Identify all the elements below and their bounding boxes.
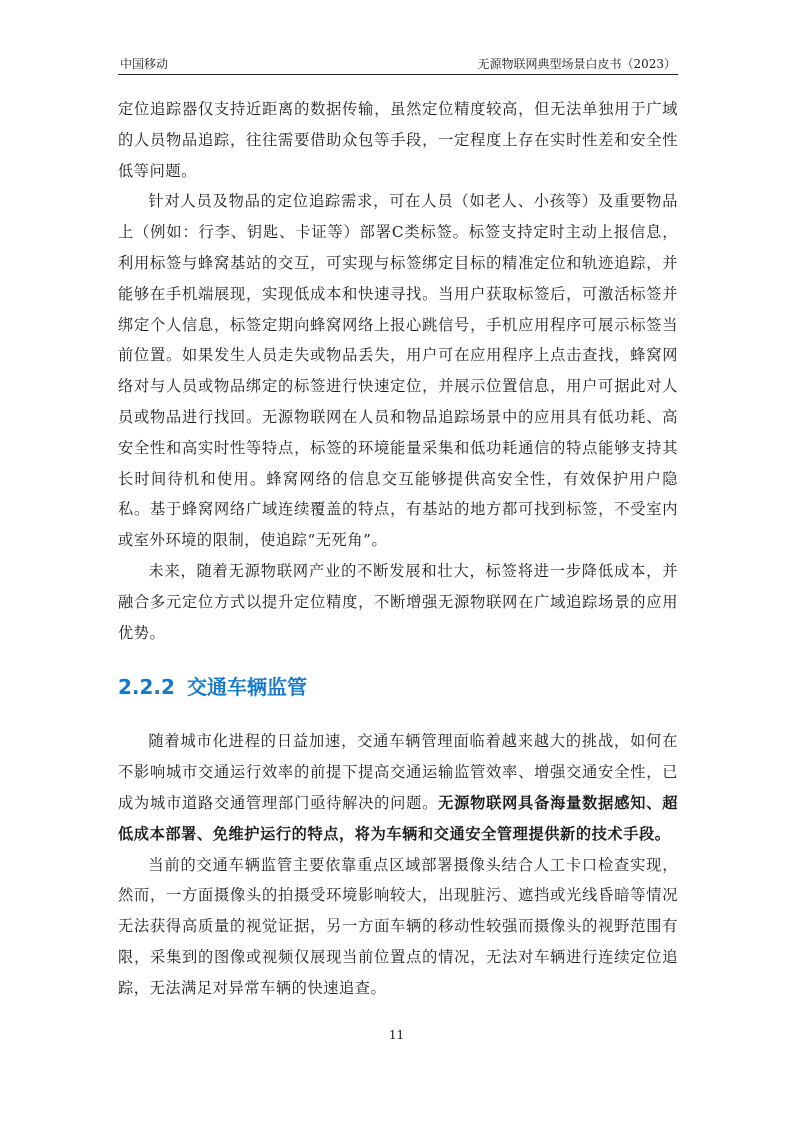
section-heading	[118, 668, 678, 706]
paragraph-traffic-intro-text: 随着城市化进程的日益加速，交通车辆管理面临着越来越大的挑战，如何在不影响城市交通运行效率的前提下提高交通运输监管效率、增强交通安全性，已成为城市道路交通管理部门亟待解决的问题。	[118, 732, 678, 812]
paragraph-traffic-intro-emphasis: 无源物联网具备海量数据感知、超低成本部署、免维护运行的特点，将为车辆和交通安全管理提供新的技术手段。	[118, 793, 678, 843]
header-org-name: 中国移动	[120, 57, 169, 71]
page-number: 11	[388, 1028, 405, 1042]
page-header	[118, 52, 678, 75]
paragraph-traffic-intro	[118, 726, 678, 849]
page-body	[118, 94, 678, 1004]
paragraph-continuation: 定位追踪器仅支持近距离的数据传输，虽然定位精度较高，但无法单独用于广域的人员物品追踪，往往需要借助众包等手段，一定程度上存在实时性差和安全性低等问题。	[118, 100, 678, 180]
paragraph-future-outlook: 未来，随着无源物联网产业的不断发展和壮大，标签将进一步降低成本，并融合多元定位方式以提升定位精度，不断增强无源物联网在广域追踪场景的应用优势。	[118, 561, 678, 642]
paragraph-tracking-solution: 针对人员及物品的定位追踪需求，可在人员（如老人、小孩等）及重要物品上（例如：行李、钥匙、卡证等）部署C类标签。标签支持定时主动上报信息，利用标签与蜂窝基站的交互，可实现与标签绑定目标的精准定位和轨迹追踪，并能够在手机端展现，实现低成本和快速寻找。当用户获取标签后，可激活标签并绑定个人信息，标签定期向蜂窝网络上报心跳信号，手机应用程序可展示标签当前位置。如果发生人员走失或物品丢失，用户可在应用程序上点击查找，蜂窝网络对与人员或物品绑定的标签进行快速定位，并展示位置信息，用户可据此对人员或物品进行找回。无源物联网在人员和物品追踪场景中的应用具有低功耗、高安全性和高实时性等特点，标签的环境能量采集和低功耗通信的特点能够支持其长时间待机和使用。蜂窝网络的信息交互能够提供高安全性，有效保护用户隐私。基于蜂窝网络广域连续覆盖的特点，有基站的地方都可找到标签，不受室内或室外环境的限制，使追踪“无死角”。	[118, 192, 678, 550]
section-title: 交通车辆监管	[186, 675, 307, 700]
header-document-title: 无源物联网典型场景白皮书（2023）	[477, 57, 676, 71]
section-number: 2.2.2	[118, 675, 175, 700]
paragraph-current-monitoring: 当前的交通车辆监管主要依靠重点区域部署摄像头结合人工卡口检查实现，然而，一方面摄像头的拍摄受环境影响较大，出现脏污、遮挡或光线昏暗等情况无法获得高质量的视觉证据，另一方面车辆的移动性较强而摄像头的视野范围有限，采集到的图像或视频仅展现当前位置点的情况，无法对车辆进行连续定位追踪，无法满足对异常车辆的快速追查。	[118, 855, 678, 997]
